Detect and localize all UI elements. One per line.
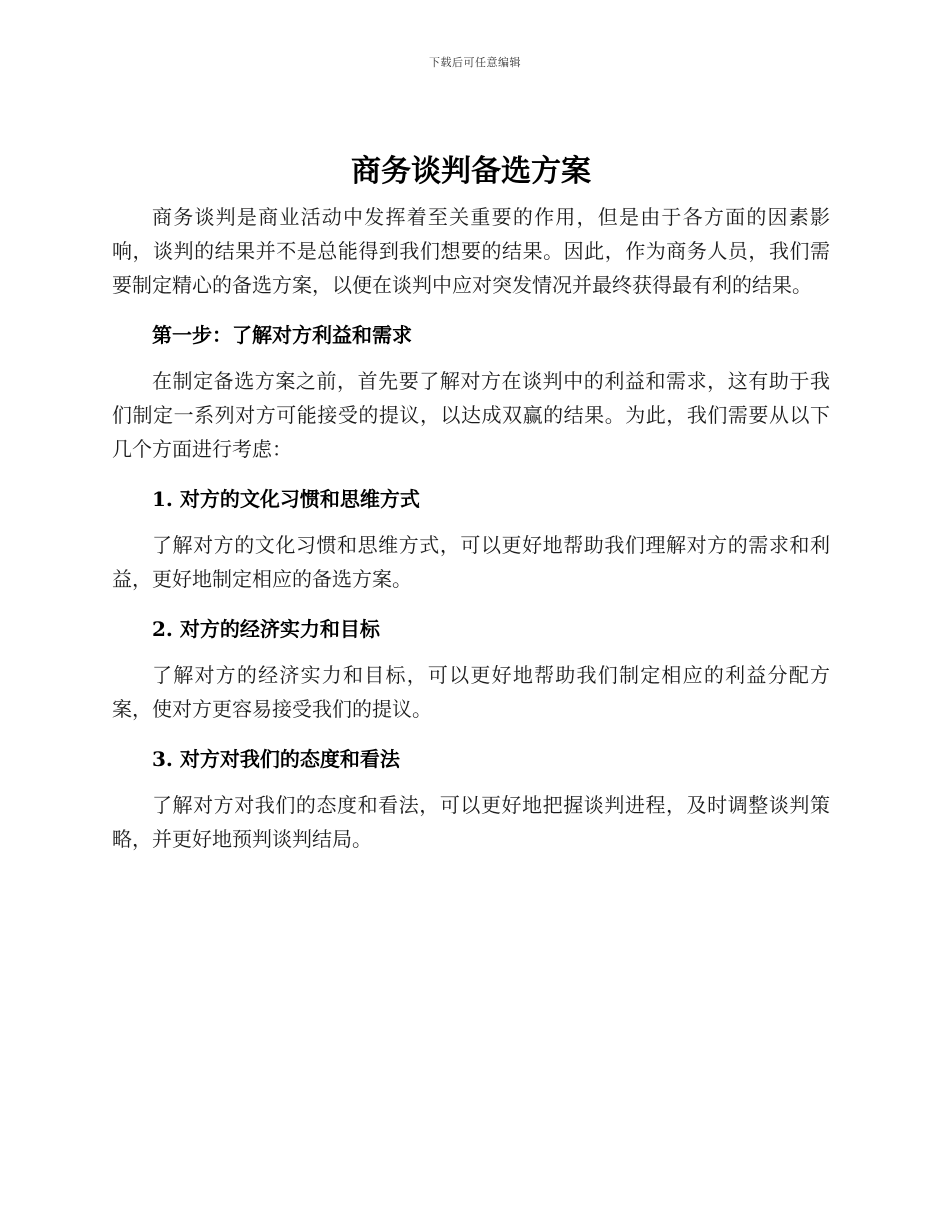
item1-paragraph: 了解对方的文化习惯和思维方式，可以更好地帮助我们理解对方的需求和利益，更好地制定相应的备选方案。 (112, 533, 830, 591)
item2-paragraph: 了解对方的经济实力和目标，可以更好地帮助我们制定相应的利益分配方案，使对方更容易接受我们的提议。 (112, 663, 830, 721)
step1-heading: 第一步：了解对方利益和需求 (152, 323, 412, 347)
header-note: 下载后可任意编辑 (429, 56, 521, 69)
step1-paragraph: 在制定备选方案之前，首先要了解对方在谈判中的利益和需求，这有助于我们制定一系列对方可能接受的提议，以达成双赢的结果。为此，我们需要从以下几个方面进行考虑： (112, 369, 830, 461)
item3-paragraph: 了解对方对我们的态度和看法，可以更好地把握谈判进程，及时调整谈判策略，并更好地预判谈判结局。 (112, 793, 830, 851)
item2-heading: 2. 对方的经济实力和目标 (152, 617, 380, 641)
document-title: 商务谈判备选方案 (351, 154, 591, 189)
intro-paragraph: 商务谈判是商业活动中发挥着至关重要的作用，但是由于各方面的因素影响，谈判的结果并不是总能得到我们想要的结果。因此，作为商务人员，我们需要制定精心的备选方案，以便在谈判中应对突发情况并最终获得最有利的结果。 (112, 205, 830, 297)
item3-heading: 3. 对方对我们的态度和看法 (152, 747, 400, 771)
document-body (112, 150, 830, 856)
item1-heading: 1. 对方的文化习惯和思维方式 (152, 487, 420, 511)
